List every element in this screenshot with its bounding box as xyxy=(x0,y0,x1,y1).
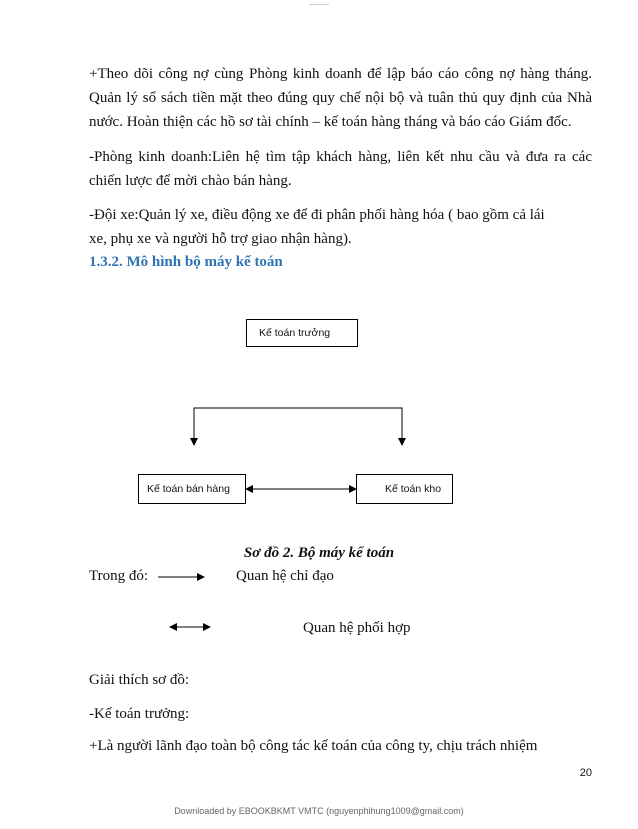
diagram-caption: Sơ đồ 2. Bộ máy kế toán xyxy=(243,545,395,561)
direction-connector xyxy=(194,408,402,444)
paragraph-fleet-line2: xe, phụ xe và người hỗ trợ giao nhận hàng). xyxy=(89,231,352,247)
chief-accountant-title: -Kế toán trưởng: xyxy=(89,706,190,722)
download-footer: Downloaded by EBOOKBKMT VMTC (nguyenphihung1009@gmail.com) xyxy=(174,806,464,816)
sales-accountant-box xyxy=(138,474,246,504)
explanation-title: Giải thích sơ đồ: xyxy=(89,672,190,688)
section-heading: 1.3.2. Mô hình bộ máy kế toán xyxy=(89,254,283,270)
page-number: 20 xyxy=(579,767,592,779)
paragraph-sales-department: -Phòng kinh doanh:Liên hệ tìm tập khách hàng, liên kết nhu cầu và đưa ra các chiến lược để mời chào bán hàng. xyxy=(89,149,592,189)
warehouse-accountant-box xyxy=(356,474,453,504)
chief-accountant-desc: +Là người lãnh đạo toàn bộ công tác kế toán của công ty, chịu trách nhiệm xyxy=(89,738,538,754)
chief-accountant-box-label: Kế toán trưởng xyxy=(259,327,331,339)
legend-direction-label: Quan hệ chỉ đạo xyxy=(236,568,334,584)
legend-intro: Trong đó: xyxy=(89,568,149,584)
chief-accountant-box xyxy=(246,319,358,347)
warehouse-accountant-box-label: Kế toán kho xyxy=(385,483,442,495)
legend-coordination-label: Quan hệ phối hợp xyxy=(303,620,411,636)
paragraph-fleet-line1: -Đội xe:Quản lý xe, điều động xe để đi phân phối hàng hóa ( bao gồm cả lái xyxy=(89,207,545,223)
paragraph-accounting-duties: +Theo dõi công nợ cùng Phòng kinh doanh để lập báo cáo công nợ hàng tháng. Quản lý sổ sách tiền mặt theo đúng quy chế nội bộ và tuân thủ quy định của Nhà nước. Hoàn thiện các hồ sơ tài chính – kế toán hàng tháng và báo cáo Giám đốc. xyxy=(89,66,592,130)
sales-accountant-box-label: Kế toán bán hàng xyxy=(147,483,230,495)
